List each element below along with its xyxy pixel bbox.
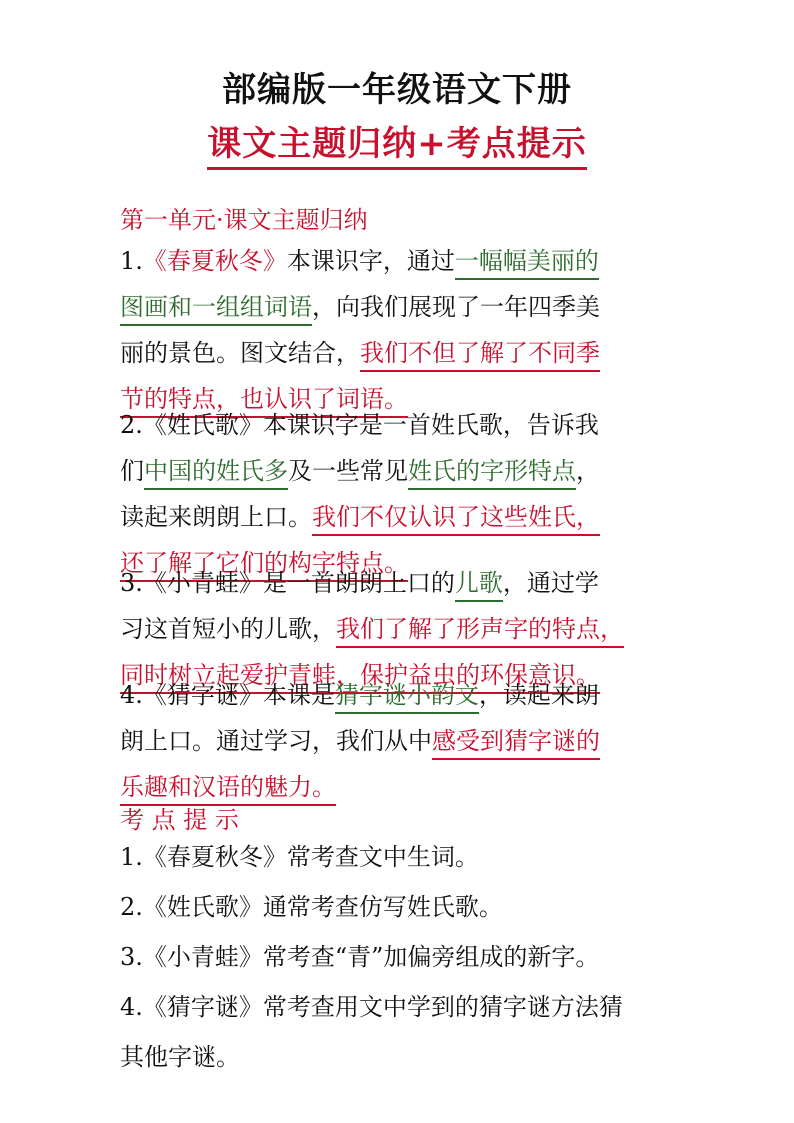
text-run: 乐趣和汉语的魅力。 (120, 773, 336, 806)
text-run: ， (576, 457, 600, 485)
text-run: 姓氏的字形特点 (408, 457, 576, 490)
text-line (120, 672, 660, 718)
text-run: 节的特点，也认识了词语。 (120, 385, 408, 418)
tip-item: 1.《春夏秋冬》常考查文中生词。 (120, 843, 479, 871)
text-line (120, 494, 660, 540)
text-line (120, 718, 660, 764)
page-subtitle (0, 116, 794, 170)
unit1-item-1 (120, 238, 660, 422)
text-run: 感受到猜字谜的 (432, 727, 600, 760)
text-line (120, 330, 660, 376)
unit1-heading: 第一单元·课文主题归纳 (120, 206, 368, 234)
tips-list (120, 832, 680, 1082)
text-run: ，读起来朗 (478, 681, 599, 709)
text-run: 《春夏秋冬》 (142, 247, 287, 275)
text-line (120, 606, 660, 652)
tip-item: 3.《小青蛙》常考查“青”加偏旁组成的新字。 (120, 943, 600, 971)
page-subtitle-text: 课文主题归纳+考点提示 (207, 116, 587, 170)
text-line (120, 448, 660, 494)
text-run: 1. (120, 247, 143, 275)
text-run: 们 (120, 457, 144, 485)
text-run: 读起来朗朗上口。 (120, 503, 312, 531)
text-line (120, 284, 660, 330)
text-run: 猜字谜小韵文 (335, 681, 479, 714)
text-run: 本课识字，通过 (286, 247, 455, 275)
text-run: ，通过学 (502, 569, 599, 597)
text-run: 中国的姓氏多 (144, 457, 288, 490)
page-title: 部编版一年级语文下册 (222, 70, 572, 110)
text-run: ，向我们展现了一年四季美 (312, 293, 600, 321)
text-run: 儿歌 (455, 569, 503, 602)
tip-item: 2.《姓氏歌》通常考查仿写姓氏歌。 (120, 893, 503, 921)
tip-item: 4.《猜字谜》常考查用文中学到的猜字谜方法猜 (120, 993, 623, 1021)
text-run: 我们不仅认识了这些姓氏， (312, 503, 600, 536)
text-run: 2.《姓氏歌》本课识字是一首姓氏歌，告诉我 (120, 411, 599, 439)
text-run: 一幅幅美丽的 (455, 247, 599, 280)
text-line (120, 560, 660, 606)
text-run: 及一些常见 (288, 457, 408, 485)
text-run: 我们了解了形声字的特点， (336, 615, 624, 648)
text-run: 朗上口。通过学习，我们从中 (120, 727, 432, 755)
text-run: 丽的景色。图文结合， (120, 339, 360, 367)
text-run: 习这首短小的儿歌， (120, 615, 336, 643)
tips-heading: 考 点 提 示 (120, 806, 239, 834)
text-run: 同时树立起爱护青蛙，保护益虫的环保意识。 (120, 661, 600, 694)
unit1-item-4 (120, 672, 660, 810)
text-line (120, 402, 660, 448)
text-run: 4.《猜字谜》本课是 (120, 681, 335, 709)
text-run: 3.《小青蛙》是一首朗朗上口的 (120, 569, 455, 597)
text-run: 还了解了它们的构字特点。 (120, 549, 408, 582)
text-line (120, 238, 660, 284)
tip-item: 其他字谜。 (120, 1043, 240, 1071)
unit1-item-2 (120, 402, 660, 586)
text-run: 我们不但了解了不同季 (360, 339, 600, 372)
text-run: 图画和一组组词语 (120, 293, 312, 326)
